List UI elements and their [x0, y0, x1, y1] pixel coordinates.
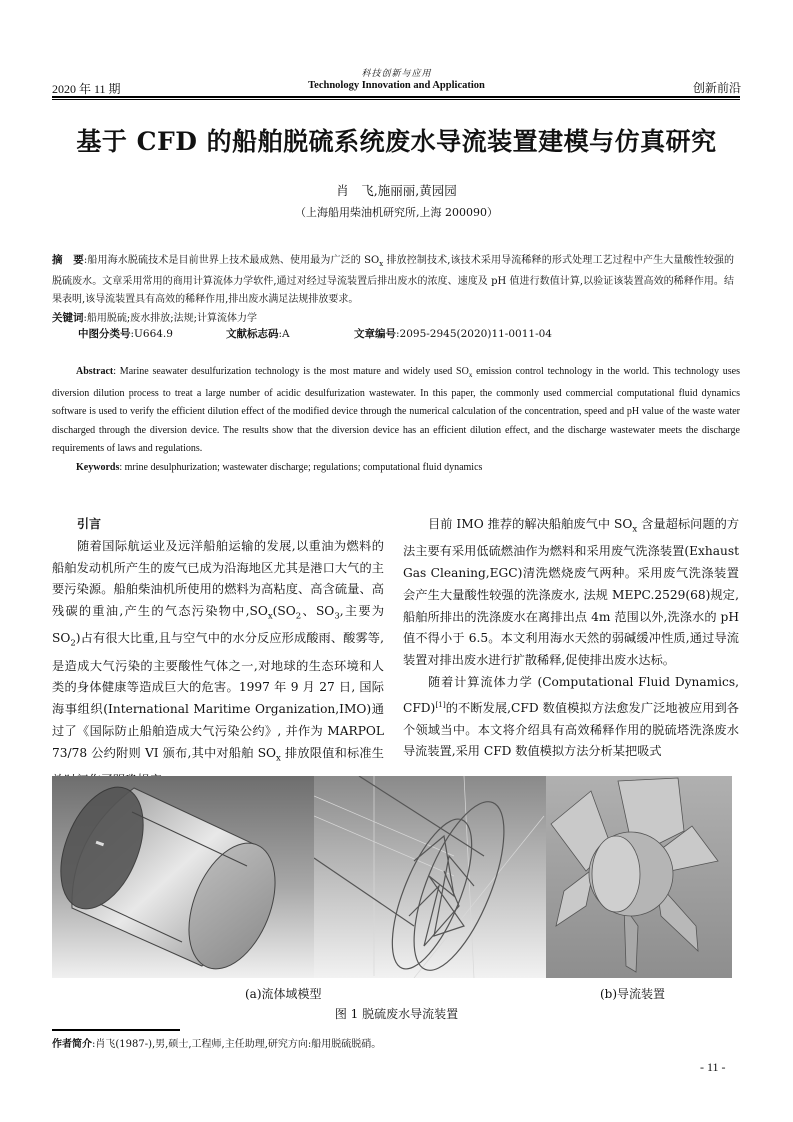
doc-code-value: :A: [278, 328, 290, 340]
author-bio-footnote: [52, 1035, 381, 1050]
authors: 肖 飞,施丽丽,黄园园: [336, 183, 457, 198]
article-no-value: :2095-2945(2020)11-0011-04: [396, 328, 552, 340]
section-heading: 引言: [77, 517, 102, 531]
en-keywords: : mrine desulphurization; wastewater discharge; regulations; computational fluid dynamics: [119, 461, 483, 473]
text-run: (SO: [272, 604, 296, 619]
text-run: 目前 IMO 推荐的解决船舶废气中 SO: [428, 517, 633, 531]
cn-abstract: [52, 251, 734, 328]
en-abstract: [52, 363, 740, 477]
header-rule: [52, 96, 740, 98]
text-run: )占有很大比重,且与空气中的水分反应形成酸雨、酸雾等,是造成大气污染的主要酸性气体之一,对地球的生态环境和人类的身体健康等造成巨大的危害。1997 年 9 月 27 日, 国际海事组织(International Maritime Organization,IMO)通过了《国际防止船舶造成大气污染公约》, 并作为 MARPOL 73/78 公约附则 VI 颁布,其中对船舶 SO: [52, 631, 384, 760]
fan-blade-render: [546, 776, 732, 978]
body-left-column: [52, 514, 384, 792]
cn-abstract-text-1: :船用海水脱硫技术是目前世界上技术最成熟、使用最为广泛的 SO: [83, 255, 380, 266]
diversion-device-image: [546, 776, 732, 978]
diversion-wireframe-image: [314, 776, 546, 978]
text-run: 含量超标问题的方法主要有采用低硫燃油作为燃料和采用废气洗涤装置(Exhaust Gas Cleaning,EGC)清洗燃烧废气两种。采用废气洗涤装置会产生大量酸性较强的洗涤废水, 法规 MEPC.2529(68)规定,船舶所排出的洗涤废水在离排出点 4m 范围以外,洗涤水的 pH 值不得小于 6.5。本文利用海水天然的弱碱缓冲性质,通过导流装置对排出废水进行扩散稀释,促使排出废水达标。: [403, 517, 740, 668]
footnote-label: 作者简介: [52, 1039, 92, 1050]
citation-ref[interactable]: [1]: [435, 699, 446, 709]
footnote-rule: [52, 1029, 180, 1031]
cn-keywords: :船用脱硫;废水排放;法规;计算流体力学: [83, 313, 257, 324]
en-abstract-text-1: : Marine seawater desulfurization technology is the most mature and widely used SO: [113, 366, 469, 377]
figure-caption-a: (a)流体域模型: [245, 987, 322, 1001]
journal-name-en: Technology Innovation and Application: [308, 80, 485, 91]
paragraph: [403, 514, 739, 672]
en-keywords-label: Keywords: [76, 461, 120, 473]
fluid-domain-model-image: [52, 776, 314, 978]
footnote-text: :肖飞(1987-),男,硕士,工程师,主任助理,研究方向:船用脱硫脱硝。: [92, 1039, 382, 1050]
en-abstract-label: Abstract: [76, 366, 114, 377]
subscript: 3: [334, 611, 340, 622]
paragraph: [403, 672, 739, 763]
wireframe-render: [314, 776, 546, 978]
classification-line: [78, 326, 738, 341]
cn-abstract-label: 摘 要: [52, 254, 84, 266]
article-no-label: 文章编号: [354, 328, 396, 340]
section-label: 创新前沿: [692, 81, 741, 95]
subscript: 2: [295, 611, 302, 622]
subscript: 2: [70, 638, 76, 649]
paragraph: [52, 536, 384, 792]
cn-abstract-text: [52, 255, 734, 305]
figure-1: [52, 776, 732, 978]
subscript: x: [276, 753, 281, 764]
subscript: x: [468, 371, 473, 379]
header-rule-thin: [52, 99, 740, 100]
clc-value: :U664.9: [130, 328, 173, 340]
text-run: 随着计算流体力学 (Computational Fluid Dynamics, CFD): [403, 675, 739, 715]
text-run: 、SO: [301, 604, 335, 619]
text-run: 的不断发展,CFD 数值模拟方法愈发广泛地被应用到各个领域当中。本文将介绍具有高效稀释作用的脱硫塔洗涤废水导流装置,采用 CFD 数值模拟方法分析某把吸式: [403, 700, 739, 759]
issue-label: 2020 年 11 期: [52, 82, 121, 96]
cn-abstract-text-2: 排放控制技术,该技术采用导流稀释的形式处理工艺过程中产生大量酸性较强的脱硫废水。文章采用常用的商用计算流体力学软件,通过对经过导流装置后排出废水的浓度、速度及 pH 值进行数值计算,以验证该装置高效的稀释作用。结果表明,该导流装置具有高效的稀释作用,排出废水满足法规排放要求。: [52, 255, 734, 305]
paper-title: 基于 CFD 的船舶脱硫系统废水导流装置建模与仿真研究: [76, 127, 717, 156]
cylinder-render: [52, 776, 314, 978]
en-abstract-text-2: emission control technology in the world. This technology uses diversion dilution process to treat a large number of acidic desulfurization wastewater. In this paper, the commonly used commercial computational fluid dynamics software is used to verify the efficient dilution effect of the modified device through the numerical calculation of the concentration, speed and pH value of the waste water discharged through the diversion device. The results show that the diversion device has an efficient dilution effect, and the discharge wastewater meets the discharge requirements of laws and regulations.: [52, 366, 740, 454]
subscript: x: [379, 260, 384, 268]
subscript: x: [267, 611, 273, 622]
subscript: x: [632, 524, 638, 535]
affiliation: （上海船用柴油机研究所,上海 200090）: [295, 206, 498, 219]
text-run: 随着国际航运业及远洋船舶运输的发展,以重油为燃料的船舶发动机所产生的废气已成为沿海地区尤其是港口大气的主要污染源。船舶柴油机所使用的燃料为高粘度、高含硫量、高残碳的重油,产生的气态污染物中,SO: [52, 538, 384, 619]
body-right-column: [403, 514, 739, 763]
cn-keywords-label: 关键词: [52, 312, 84, 324]
page-number: - 11 -: [700, 1060, 726, 1074]
figure-caption-b: (b)导流装置: [600, 987, 666, 1001]
clc-label: 中图分类号: [78, 328, 131, 340]
text-run: 排放限值和标准生: [284, 745, 384, 760]
doc-code-label: 文献标志码: [226, 328, 279, 340]
journal-name-cn: 科技创新与应用: [361, 69, 432, 79]
text-run: ,主要为 SO: [52, 604, 385, 646]
figure-caption: 图 1 脱硫废水导流装置: [334, 1007, 459, 1021]
